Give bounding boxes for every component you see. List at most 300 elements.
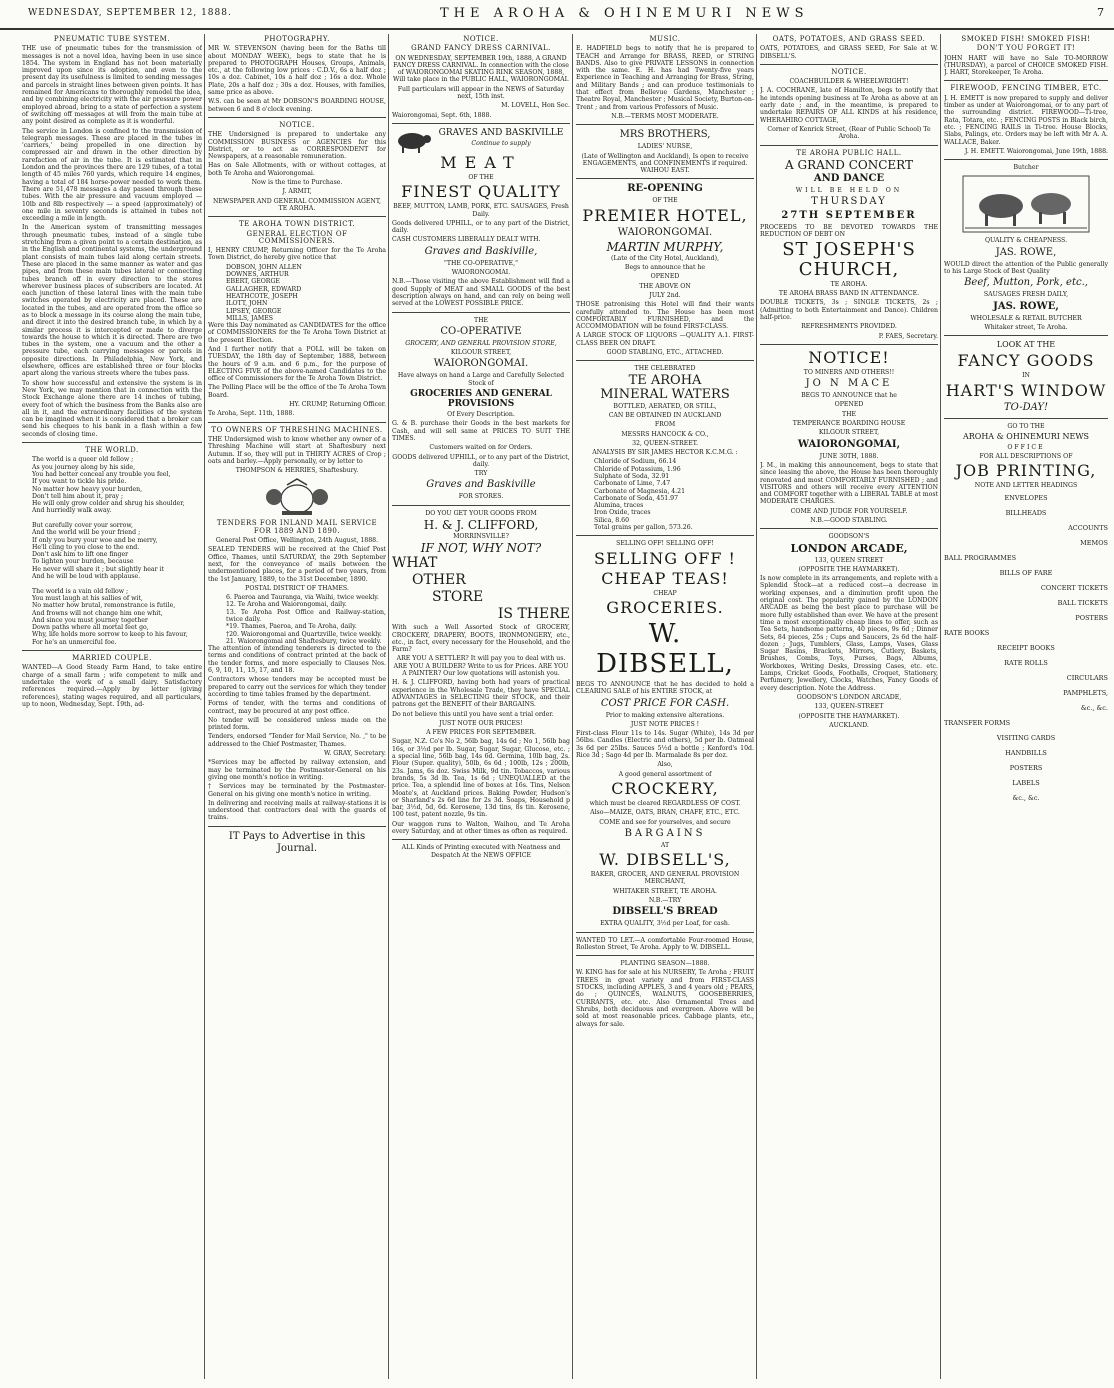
ad-text: OATS, POTATOES, and GRASS SEED, For Sale at W. DIBSELL'S.: [760, 45, 938, 60]
ad-text: J. H. EMETT is now prepared to supply and deliver timber as under at Waiorongomai, or to any part of the surrounding district. FIREWOOD—Ti-tree, Rata, Totara, etc. ; FENCING POSTS in Black birch, etc. ; FENCING RAILS in Ti-tree. House Blocks, Slabs, Palings, etc. Orders may be left with Mr A. A. WALLACE, Baker.: [944, 94, 1108, 146]
ad-text: THE CELEBRATED: [634, 365, 696, 373]
ad-text: A good general assortment of: [618, 770, 712, 778]
analysis-item: Silica, 8.60: [594, 516, 630, 524]
ad-title: JO N MACE: [805, 378, 893, 390]
ad-title: W. DIBSELL'S,: [599, 850, 731, 870]
divider: [944, 80, 1108, 81]
ad-text: THE Undersigned is prepared to undertake any COMMISSION BUSINESS or AGENCIES for this District, or to act as CORRESPONDENT for Newspapers, at a reasonable remuneration.: [208, 131, 386, 161]
ad-title: GROCERIES.: [606, 597, 724, 617]
ad-text: CHEAP: [653, 589, 677, 597]
ad-text: N.B.—GOOD STABLING.: [810, 516, 888, 524]
column-1: [22, 34, 202, 1379]
ad-text: N.B.—Those visiting the above Establishment will find a good Supply of MEAT and SMALL GOODS of the best description always on hand, and can rely on being well served at the LOWEST POSSIBLE PRICE.: [392, 278, 570, 308]
ad-text: BEEF, MUTTON, LAMB, PORK, ETC. SAUSAGES, Fresh Daily.: [393, 203, 569, 218]
ad-text: J. M., in making this announcement, begs to state that since leasing the above, the House has been thoroughly renovated and most COMFORTABLY FURNISHED ; and VISITORS and others will receive every ATTENTION and COMFORT together with a LIBERAL TABLE at most MODERATE CHARGES.: [760, 461, 938, 506]
ad-text: THE Undersigned wish to know whether any owner of a Threshing Machine will start at Shaftesbury next Autumn. If so, they will put in THIRTY ACRES of Crop ; oats and barley.—Apply personally, or by letter to: [208, 435, 386, 465]
ad-text: Is now complete in its arrangements, and replete with a Splendid Stock—at a reduced cost—a decrease in working expenses, and a diminution profit upon the original cost. The popularity gained by the LONDON ARCADE as being the best place to purchase will be more fully established than ever. We have at the present time a most exceptionally cheap lines to offer, such as Tea Sets, handsome patterns, 40 pieces, 9s 6d ; Dinner Sets, 84 pieces, 25s ; Cups and Saucers, 2s 6d the half-dozen ; Jugs, Tumblers, Glass, Lamps, Vases, Glass Sugar Basins, Brackets, Mirrors, Cutlery, Baskets, Brushes, Combs, Toys, Purses, Bags, Albums, Workboxes, Writing Desks, Dressing Cases, etc. etc. Lamps, Cricket Goods, Footballs, Croquet, Stationery, Perfumery, Jewellery, Clocks, Watches, Fancy Goods of every description. Note the Address.: [760, 575, 938, 692]
ad-text: WILL BE HELD ON: [795, 186, 903, 194]
ad-title: WHAT: [392, 555, 438, 572]
printing-item: BILLS OF FARE: [999, 568, 1053, 577]
column-6: [944, 34, 1108, 1379]
printing-item: BALL PROGRAMMES: [944, 553, 1017, 562]
ad-title: WAIORONGOMAI,: [797, 438, 901, 450]
printing-item: CIRCULARS: [1066, 673, 1108, 682]
ad-text: Have always on hand a Large and Carefully Selected Stock of: [397, 372, 565, 387]
analysis-item: Sulphate of Soda, 32.91: [594, 472, 670, 480]
masthead: [0, 0, 1114, 30]
ad-text: First-class Flour 11s to 14s. Sugar (White), 14s 3d per 56lbs. Candles (Electric and others), 5d per lb. Oatmeal 3s 6d per 25lbs. Sauces 5½d a bottle ; Kenford's 10d. Rice 3d ; Sago 4d per lb. Marmalade 8s per doz.: [576, 730, 754, 760]
article-paragraph: THE use of pneumatic tubes for the transmission of messages is not a novel idea, having been in use since 1854. The system in England has not been materially improved upon since its adoption, and even to the present day its usefulness is limited to sending messages and parcels in straight lines between given points. It has remained for Americans to thoroughly remodel the idea, and by combining electricity with the air pressure power employed abroad, bring to a state of perfection a system of switching off messages at will from the main tube at any point desired as complete as it is wonderful.: [22, 45, 202, 126]
analysis-item: Iron Oxide, traces: [594, 509, 651, 517]
ad-title: BARGAINS: [624, 827, 706, 839]
ad-text: FROM: [654, 421, 676, 429]
ad-text: GOODS delivered UPHILL, or to any part of the District, daily.: [392, 453, 570, 468]
notice-text: ON WEDNESDAY, SEPTEMBER 19th, 1888, A GRAND FANCY DRESS CARNIVAL. In connection with the close of WAIORONGOMAI SKATING RINK SEASON, 1888, Will take place in the PUBLIC HALL, WAIORONGOMAI.: [393, 54, 569, 84]
analysis-item: Alumina, traces: [594, 502, 644, 510]
ad-text: AT: [660, 841, 670, 849]
ad-text: MR W. STEVENSON (having been for the Baths till about MONDAY WEEK), begs to state that he is prepared to PHOTOGRAPH Houses, Groups, Animals, etc., at the following low prices : C.D.V., 6s a half doz ; 10s a doz. Cabinet, 10s a half doz ; 16s a doz. Whole Plate, 20s a half doz ; 30s a doz. Houses, with families, same price as above.: [208, 45, 386, 97]
ad-text: E. HADFIELD begs to notify that he is prepared to TEACH and Arrange for BRASS, REED, or STRING BANDS. Also to give PRIVATE LESSONS in connection with the same. E. H. has had Twenty-five years Experience in Teaching and Arranging for Brass, String, and Military Bands ; and can produce testimonials to that effect from Bellevue Gardens, Manchester ; Theatre Royal, Manchester ; Musical Society, Burton-on-Trent ; and from various Professors of Music.: [576, 45, 754, 111]
ad-text: BAKER, GROCER, AND GENERAL PROVISION MERCHANT,: [590, 871, 740, 886]
divider: [576, 360, 754, 361]
candidate-list: [208, 264, 386, 322]
printing-item: LABELS: [1012, 778, 1040, 787]
notice-text: *Services may be affected by railway extension, and may be terminated by the Postmaster-General on his giving one month's notice in writing.: [208, 759, 386, 781]
ad-text: A LARGE STOCK OF LIQUORS —QUALITY A.1. FIRST-CLASS BEER ON DRAFT.: [576, 332, 754, 347]
ad-title: CROCKERY,: [611, 778, 719, 798]
ad-title: A GRAND CONCERT: [785, 157, 913, 172]
poem-heading: THE WORLD.: [85, 446, 139, 455]
ad-text: KILGOUR STREET,: [818, 429, 880, 437]
printing-item: MEMOS: [1080, 538, 1108, 547]
printing-item: CONCERT TICKETS: [1040, 583, 1108, 592]
column-rule: [204, 34, 205, 1379]
ad-text: GOODSON'S: [828, 533, 870, 541]
ad-text: JUST NOTE OUR PRICES!: [439, 719, 523, 727]
ad-title: MARTIN MURPHY,: [606, 239, 724, 254]
ad-heading: MUSIC.: [649, 35, 681, 43]
signature: Waiorongomai, Sept. 6th, 1888.: [392, 111, 492, 119]
ad-title: PREMIER HOTEL,: [582, 205, 748, 225]
ad-text: WHITAKER STREET, TE AROHA.: [612, 887, 718, 895]
divider: [208, 216, 386, 217]
mail-route: 21. Waiorongomai and Shaftesbury, twice weekly.: [226, 637, 382, 645]
notice-text: General Post Office, Wellington, 24th August, 1888.: [215, 537, 379, 545]
signature: THOMPSON & HERRIES, Shaftesbury.: [235, 467, 359, 475]
notice-text: Were this Day nominated as CANDIDATES for the office of COMMISSIONERS for the Te Aroha Town District at the present Election.: [208, 322, 386, 344]
column-rule: [388, 34, 389, 1379]
ad-title: NOTICE!: [808, 347, 890, 367]
candidate-name: LIPSEY, GEORGE: [226, 307, 282, 315]
notice-text: Tenders, endorsed "Tender for Mail Service, No. ," to be addressed to the Chief Postmaster, Thames.: [208, 733, 386, 748]
printing-item: ACCOUNTS: [1068, 523, 1108, 532]
printing-item: ENVELOPES: [1004, 493, 1048, 502]
signature: P. FAES, Secretary.: [878, 332, 938, 340]
signature: Te Aroha, Sept. 11th, 1888.: [208, 410, 295, 418]
ad-heading: PHOTOGRAPHY.: [264, 35, 330, 43]
notice-text: POSTAL DISTRICT OF THAMES.: [245, 584, 349, 592]
mail-route: †20. Waiorongomai and Quartzville, twice weekly.: [226, 630, 382, 638]
poem-text: The world is a queer old fellow ; As you journey along by his side, You had better conceal any trouble you feel, If you want to tickle his pride. No matter how heavy your burden, Don't tell him about it, pray ; He will only grow colder and shrug his shoulder, And hurriedly walk away. But carefully cover your sorrow, And the world will be your friend ; If only you bury your woe and be merry, He'll cling to you close to the end. Don't ask him to lift one finger To lighten your burden, because He never will share it ; but slightly hear it And he will be loud with applause. The world is a vain old fellow ; You must laugh at his sallies of wit, No matter how brutal, remonstrance is futile, And frowns will not change him one whit, And since you must journey together Down paths where all mortal feet go, Why, life holds more sorrow to keep to his favour, For he's an unmerciful foe.: [32, 456, 188, 646]
ad-text: Butcher: [1013, 164, 1039, 172]
column-2: [208, 34, 386, 1379]
ad-text: Customers waited on for Orders.: [429, 444, 533, 452]
analysis-item: Chloride of Sodium, 66.14: [594, 458, 677, 466]
issue-date: WEDNESDAY, SEPTEMBER 12, 1888.: [28, 8, 232, 18]
divider: [392, 505, 570, 506]
notice-subheading: GENERAL ELECTION OF COMMISSIONERS.: [246, 229, 348, 245]
divider: [22, 442, 202, 443]
notice-text: Forms of tender, with the terms and conditions of contract, may be procured at any post office.: [208, 700, 386, 715]
column-5: [760, 34, 938, 1379]
printing-items: [944, 492, 1108, 805]
candidate-name: EBERT, GEORGE: [226, 278, 280, 286]
ad-text: PLANTING SEASON—1888.: [620, 960, 710, 968]
signature: HY. CRUMP, Returning Officer.: [289, 401, 386, 409]
ad-title: MEAT: [440, 152, 522, 172]
signature: J. H. EMETT. Waiorongomai, June 19th, 1888.: [964, 147, 1108, 155]
ad-text: 133, QUEEN-STREET: [814, 703, 884, 711]
ad-text: MESSRS HANCOCK & CO.,: [621, 430, 709, 438]
printing-item: POSTERS: [1075, 613, 1108, 622]
ad-text: AUCKLAND.: [829, 721, 869, 729]
candidate-name: ILOTT, JOHN: [226, 300, 268, 308]
notice-text: No tender will be considered unless made on the printed form.: [208, 716, 386, 732]
analysis-item: Carbonate of Soda, 451.97: [594, 494, 679, 502]
divider: [944, 418, 1108, 419]
ad-title: Graves and Baskiville: [426, 479, 536, 491]
ad-text: NOTE AND LETTER HEADINGS: [974, 482, 1078, 490]
printing-item: PAMPHLETS,: [1063, 688, 1108, 697]
ad-text: THE: [841, 410, 857, 418]
ad-title: MINERAL WATERS: [600, 386, 730, 402]
ad-title: JAS. ROWE,: [995, 246, 1057, 258]
divider: [22, 650, 202, 651]
notice-heading: NOTICE.: [463, 35, 499, 43]
printing-item: VISITING CARDS: [996, 733, 1056, 742]
ad-title: SELLING OFF !: [594, 548, 736, 568]
article-heading: PNEUMATIC TUBE SYSTEM.: [53, 35, 171, 43]
ad-text: CAN BE OBTAINED IN AUCKLAND: [608, 411, 722, 419]
ad-text: COME and see for yourselves, and secure: [599, 818, 731, 826]
notice-text: Contractors whose tenders may be accepted must be prepared to carry out the services for which they tender according to time tables framed by the department.: [208, 676, 386, 698]
printing-item: &c., &c.: [1012, 793, 1040, 802]
ad-title: COST PRICE FOR CASH.: [600, 697, 730, 709]
ad-text: THOSE patronising this Hotel will find their wants carefully attended to. The House has been most COMFORTABLY FURNISHED, and the ACCOMMODATION will be found FIRST-CLASS.: [576, 301, 754, 331]
notice-text: Full particulars will appear in the NEWS of Saturday next, 15th inst.: [397, 85, 565, 101]
divider: [576, 535, 754, 536]
printing-item: RATE ROLLS: [1004, 658, 1048, 667]
ad-text: which must be cleared REGARDLESS OF COST.: [589, 799, 741, 807]
ad-text: Prior to making extensive alterations.: [605, 711, 725, 719]
signature: J. ARMIT,: [282, 188, 312, 196]
ad-title: CHEAP TEAS!: [601, 568, 729, 588]
candidate-name: GALLAGHER, EDWARD: [226, 285, 302, 293]
ad-text: SELLING OFF! SELLING OFF!: [616, 540, 714, 548]
ad-title: FINEST QUALITY: [401, 182, 561, 202]
ad-text: H. & J. CLIFFORD, having both had years of practical experience in the Wholesale Trade, they have SPECIAL ADVANTAGES in SELECTING their STOCK, and their patrons get the BENEFIT of their BARGAINS.: [392, 679, 570, 709]
ad-heading: FIREWOOD, FENCING TIMBER, ETC.: [950, 84, 1102, 93]
ad-title: IF NOT, WHY NOT?: [420, 541, 542, 556]
ad-text: JUNE 30TH, 1888.: [819, 452, 879, 460]
ad-text: Our waggon runs to Walton, Waihou, and Te Aroha every Saturday, and at other times as often as required.: [392, 820, 570, 835]
ad-text: J. A. COCHRANE, late of Hamilton, begs to notify that he intends opening business at Te Aroha as above at an early date ; and, in the meantime, is prepared to undertake REPAIRS OF ALL KINDS at his residence, WHERAHIRO COTTAGE,: [760, 87, 938, 124]
ad-title: STORE: [432, 589, 484, 606]
divider: [760, 64, 938, 65]
ad-text: FOR ALL DESCRIPTIONS OF: [979, 453, 1073, 461]
ad-title: WAIORONGOMAI.: [433, 358, 529, 370]
divider: [576, 955, 754, 956]
ad-text: Also—MAIZE, OATS, BRAN, CHAFF, ETC., ETC.: [590, 809, 740, 817]
divider: [760, 344, 938, 345]
article-paragraph: To show how successful and extensive the system is in New York, we may mention that in connection with the Stock Exchange alone there are 14 inches of tubing, every foot of which the business from the Banks also are all in it, and the extraordinary facilities of the system can be imagined when it is considered that a broker can send his cheques to his bank in a flash within a few seconds of closing time.: [22, 379, 202, 438]
notice-text: The Polling Place will be the office of the Te Aroha Town Board.: [208, 384, 386, 399]
ad-text: (Late of the City Hotel, Auckland),: [611, 254, 719, 262]
ad-text: Corner of Kenrick Street, (Rear of Public School) Te Aroha.: [767, 125, 931, 141]
ad-text: THE: [473, 316, 489, 324]
ad-title: RE-OPENING: [627, 183, 703, 195]
ad-heading: SMOKED FISH! SMOKED FISH!: [961, 35, 1091, 43]
divider: [944, 159, 1108, 160]
ad-title: TO-DAY!: [1003, 401, 1049, 413]
ad-text: LADIES' NURSE,: [637, 143, 693, 151]
ad-text: IT Pays to Advertise in this Journal.: [228, 830, 366, 854]
ad-text: COME AND JUDGE FOR YOURSELF.: [790, 507, 908, 515]
ad-title: W. DIBSELL,: [596, 618, 734, 679]
ad-text: JULY 2nd.: [649, 291, 681, 299]
notice-heading: TE AROHA TOWN DISTRICT.: [238, 220, 355, 229]
ad-text: TRY: [474, 470, 488, 478]
printing-item: TRANSFER FORMS: [944, 718, 1011, 727]
ad-text: BEGS TO ANNOUNCE that he has decided to hold a CLEARING SALE of his ENTIRE STOCK, at: [576, 680, 754, 696]
mail-route: 12. Te Aroha and Waiorongomai, daily.: [226, 601, 347, 609]
notice-text: And I further notify that a POLL will be taken on TUESDAY, the 18th day of September, 1888, between the hours of 9 a.m. and 6 p.m., for the purpose of ELECTING FIVE of the above-named Candidates to the office of Commissioners for the Te Aroha Town District.: [208, 345, 386, 383]
ad-text: ALL Kinds of Printing executed with Neatness and Despatch At the NEWS OFFICE: [401, 844, 561, 859]
ad-heading: MARRIED COUPLE.: [72, 654, 152, 663]
ad-text: (OPPOSITE THE HAYMARKET).: [798, 712, 900, 720]
ad-title: CHURCH,: [798, 258, 900, 280]
notice-heading: NOTICE.: [831, 67, 867, 76]
ad-text: GOOD STABLING, ETC., ATTACHED.: [606, 349, 724, 357]
sheep-icon: [392, 128, 432, 154]
analysis-item: Carbonate of Magnesia, 4.21: [594, 487, 686, 495]
ad-heading: TO OWNERS OF THRESHING MACHINES.: [211, 425, 383, 434]
ad-subheading: DON'T YOU FORGET IT!: [976, 44, 1076, 53]
ad-title: AROHA & OHINEMURI NEWS: [962, 431, 1090, 441]
ad-title: THURSDAY: [811, 196, 887, 208]
candidate-name: MILLS, JAMES: [226, 314, 273, 322]
ad-text: TE AROHA BRASS BAND IN ATTENDANCE.: [778, 290, 920, 298]
advertiser-name: GRAVES AND BASKIVILLE: [438, 127, 564, 138]
ad-title: Graves and Baskiville,: [424, 245, 538, 257]
ad-title: GROCERIES AND GENERAL PROVISIONS: [410, 389, 552, 410]
ad-title: OTHER: [412, 572, 466, 589]
ad-title: JAS. ROWE,: [993, 300, 1059, 312]
mail-route: 13. Te Aroha Post Office and Railway-station, twice daily.: [226, 608, 386, 623]
page-number: 7: [1097, 6, 1104, 19]
article-paragraph: The service in London is confined to the transmission of telegraph messages. These are placed in the tubes in 'carriers,' being propelled in one direction by compressed air and drawn in the other direction by rarefaction of air in the tube. It is estimated that in London and the provinces there are 129 tubes, of a total length of 45 miles 760 yards, which require 14 engines, having a total of 184 horse-power needed to work them. There are 51,478 messages a day passed through these tubes. With the air pressure and vacuum employed — 10lb and 8lb respectively — a speed (approximately) of one mile in seventy seconds is attained in tubes not exceeding a mile in length.: [22, 127, 202, 223]
ad-title: ST JOSEPH'S: [782, 238, 916, 260]
printing-item: HANDBILLS: [1005, 748, 1047, 757]
ad-text: DOUBLE TICKETS, 3s ; SINGLE TICKETS, 2s ; (Admitting to both Entertainment and Dance). Children half-price.: [760, 299, 938, 321]
ad-text: W. KING has for sale at his NURSERY, Te Aroha ; FRUIT TREES in great variety and from FIRST-CLASS STOCKS, including APPLES, 3 and 4 years old ; PEARS, do ; QUINCES, WALNUTS, GOOSEBERRIES, CURRANTS, etc. etc. Also Ornamental Trees and Shrubs, both deciduous and evergreen. Above will be sold at most reasonable prices. Cabbage plants, etc., always for sale.: [576, 969, 754, 1028]
ad-text: Do not believe this until you have sent a trial order.: [392, 710, 554, 718]
ad-title: DIBSELL'S BREAD: [612, 906, 718, 918]
printing-item: BILLHEADS: [1005, 508, 1047, 517]
ad-text: WOULD direct the attention of the Public generally to his Large Stock of Best Quality: [944, 260, 1108, 276]
column-4: [576, 34, 754, 1379]
ad-text: EXTRA QUALITY, 3½d per Loaf, for cash.: [600, 920, 730, 928]
ad-text: ANALYSIS BY SIR JAMES HECTOR K.C.M.G. :: [592, 449, 738, 457]
signature: M. LOVELL, Hon Sec.: [501, 102, 570, 110]
ad-text: BEGS TO ANNOUNCE that he: [801, 392, 897, 400]
notice-subheading: GRAND FANCY DRESS CARNIVAL.: [411, 44, 551, 53]
ad-text: BOTTLED, AERATED, OR STILL,: [613, 402, 717, 410]
ad-text: "THE CO-OPERATIVE,": [444, 259, 518, 267]
ad-text: Continue to supply: [471, 139, 531, 147]
ad-title: AND DANCE: [813, 172, 885, 184]
signature: NEWSPAPER AND GENERAL COMMISSION AGENT, TE AROHA.: [212, 197, 381, 212]
ad-text: WAIORONGOMAI.: [451, 269, 511, 277]
ad-text: (OPPOSITE THE HAYMARKET).: [798, 565, 900, 573]
ad-text: SAUSAGES FRESH DAILY,: [983, 291, 1069, 299]
mail-route: *19. Thames, Paeroa, and Te Aroha, daily.: [226, 623, 357, 631]
divider: [208, 826, 386, 827]
ad-text: Has on Sale Allotments, with or without cottages, at both Te Aroha and Waiorongomai.: [208, 162, 386, 177]
ad-text: JOHN HART will have no Sale TO-MORROW (THURSDAY), a parcel of CHOICE SMOKED FISH. J. HART, Storekeeper, Te Aroha.: [944, 54, 1108, 77]
ad-title: HART'S WINDOW: [945, 380, 1107, 400]
ad-text: JUST NOTE PRICES !: [630, 720, 700, 728]
ad-text: 32, QUEEN-STREET.: [632, 439, 698, 447]
ad-text: N.B.—TERMS MOST MODERATE.: [611, 112, 719, 120]
ad-text: GROCERY, AND GENERAL PROVISION STORE,: [405, 339, 557, 347]
divider: [208, 422, 386, 423]
ad-title: H. & J. CLIFFORD,: [423, 517, 539, 532]
ad-title: WAIORONGOMAI.: [617, 226, 713, 238]
ad-text: Sugar, N.Z. Co's No 2, 56lb bag, 14s 6d ; No 1, 56lb bag 16s, or 3½d per lb. Sugar, Sugar, Sugar, Glucose, etc. ; a special line, 56lb bag, 14s 6d. Germina, 10lb bag, 2s. Flour (Super. quality), 50lb, 6s 6d ; 100lb, 12s ; 200lb, 23s. Jams, 6s doz. Swiss Milk, 9d tin. Tobaccos, various brands, 5s 3d lb. Tea, 1s 6d ; UNEQUALLED at the price. Tea, a splendid line of boxes at 16s. Tins, Nelson Moate's, at Auckland prices. Baking Powder, Hudson's or Sharland's 2s 6d line for 2s 3d. Soaps, Household p bar, 3½d, 5d, 6d. Kerosene, 13d tins, 8s tin. Kerosene, 100 test, patent nozzle, 9s tin.: [392, 738, 570, 819]
divider: [576, 124, 754, 125]
ad-text: WANTED—A Good Steady Farm Hand, to take entire charge of a small farm ; wife competent to milk and undertake the work of a small dairy. Satisfactory references required.—Apply by letter (giving references), stating wages required, and all particulars, up to noon, Wednesday, Sept. 19th, ad-: [22, 664, 202, 708]
printing-item: RECEIPT BOOKS: [997, 643, 1055, 652]
column-rule: [756, 34, 757, 1379]
ad-text: Also,: [657, 761, 673, 769]
printing-item: POSTERS: [1009, 763, 1043, 772]
ad-text: ARE YOU A SETTLER? It will pay you to deal with us. ARE YOU A BUILDER? Write to us for Prices. ARE YOU A PAINTER? Our low quotations will astonish you.: [393, 655, 569, 678]
printing-item: RATE BOOKS: [944, 628, 990, 637]
ad-text: TEMPERANCE BOARDING HOUSE: [792, 420, 906, 428]
ad-text: WANTED TO LET.—A comfortable Four-roomed House, Rolleston Street, Te Aroha. Apply to W. DIBSELL.: [576, 936, 754, 951]
analysis-item: Total grains per gallon, 573.26.: [594, 524, 693, 532]
ad-text: OFFICE: [1007, 443, 1045, 451]
ad-title: 27TH SEPTEMBER: [781, 210, 917, 222]
article-paragraph: In the American system of transmitting messages through pneumatic tubes, instead of a single tube stretching from a given point to a certain destination, as in the English and continental systems, the underground plant consists of main tubes laid along certain streets. These are placed in the same manner as water and gas pipes, and from these main tubes lateral or connecting tubes branch off in every direction to the stores wherever business places of subscribers are located. At each junction of these lateral lines with the main tube switches operated by electricity are placed. These are located in the tubes, and are operated from the office so as to block a message in its course along the main tube, and direct it into the desired branch tube, in which by a similar process it is intercepted or made to diverge towards the house to which it is directed. There are two tubes in the system, one a vacuum and the other a pressure tube, each carrying messages or parcels in opposite directions. In Philadelphia, New York, and elsewhere, offices are established three or four blocks apart along the various streets where the tubes pass.: [22, 224, 202, 378]
divider: [760, 145, 938, 146]
ad-heading: NOTICE.: [279, 120, 315, 129]
cattle-illustration-icon: [961, 174, 1091, 234]
newspaper-title: THE AROHA & OHINEMURI NEWS: [440, 6, 809, 21]
ad-text: CASH CUSTOMERS LIBERALLY DEALT WITH.: [392, 236, 541, 244]
analysis-item: Carbonate of Lime, 7.47: [594, 480, 671, 488]
ad-title: TE AROHA: [628, 372, 702, 388]
ad-text: LOOK AT THE: [996, 340, 1056, 350]
ad-text: Goods delivered UPHILL, or to any part of the District, daily.: [392, 219, 570, 235]
ad-text: FOR STORES.: [458, 493, 504, 501]
mail-route-list: [208, 594, 386, 645]
notice-text: I, HENRY CRUMP, Returning Officer for the Te Aroha Town District, do hereby give notice that: [208, 247, 386, 262]
ad-title: IS THERE: [497, 606, 570, 623]
divider: [392, 312, 570, 313]
divider: [392, 839, 570, 840]
ad-text: IN: [1022, 372, 1030, 380]
ad-text: 133, QUEEN STREET: [814, 556, 884, 564]
ad-text: COACHBUILDER & WHEELWRIGHT!: [789, 78, 909, 86]
analysis-item: Chloride of Potassium, 1.96: [594, 465, 681, 473]
ad-text: Whitaker street, Te Aroha.: [984, 323, 1068, 331]
ad-heading: OATS, POTATOES, AND GRASS SEED.: [772, 35, 926, 43]
ad-text: OPENED: [650, 273, 680, 281]
notice-text: The attention of intending tenderers is directed to the terms and conditions of contract printed at the back of the tender forms, and more especially to Clauses Nos. 6, 9, 10, 11, 15, 17, and 18.: [208, 645, 386, 675]
ad-text: WHOLESALE & RETAIL BUTCHER: [970, 314, 1082, 322]
ad-text: G. & B. purchase their Goods in the best markets for Cash, and will sell same at PRICES TO SUIT THE TIMES.: [392, 420, 570, 442]
candidate-name: DOWNES, ARTHUR: [226, 271, 289, 279]
ad-text: TE AROHA.: [830, 280, 868, 288]
column-rule: [572, 34, 573, 1379]
notice-text: In delivering and receiving mails at railway-stations it is understood that contractors deal with the guards of trains.: [208, 799, 386, 822]
ad-title: FANCY GOODS: [957, 351, 1095, 371]
ad-heading: TE AROHA PUBLIC HALL.: [796, 148, 902, 157]
notice-text: SEALED TENDERS will be received at the Chief Post Office, Thames, until SATURDAY, the 29th September next, for the conveyance of mails between the undermentioned places, for a period of two years, from the 1st January, 1889, to the 31st December, 1890.: [208, 546, 386, 583]
column-3: [392, 34, 570, 1379]
ad-text: REFRESHMENTS PROVIDED.: [801, 323, 897, 331]
analysis-list: [576, 458, 754, 531]
divider: [392, 123, 570, 124]
divider: [944, 335, 1108, 336]
ad-text: TO MINERS AND OTHERS!!: [803, 368, 895, 376]
column-rule: [940, 34, 941, 1379]
ad-text: QUALITY & CHEAPNESS.: [984, 237, 1068, 245]
ad-text: A FEW PRICES FOR SEPTEMBER.: [426, 729, 536, 737]
ad-text: N.B.—TRY: [648, 897, 682, 904]
divider: [208, 117, 386, 118]
ad-text: PROCEEDS TO BE DEVOTED TOWARDS THE REDUCTION OF DEBT ON: [760, 224, 938, 239]
ad-text: W.S. can be seen at Mr DOBSON'S BOARDING HOUSE, between 6 and 8 o'clock evening.: [208, 98, 386, 113]
ad-text: KILGOUR STREET,: [450, 349, 512, 357]
coat-of-arms-icon: [252, 477, 342, 517]
ad-text: GO TO THE: [1007, 422, 1045, 430]
ad-text: Of Every Description.: [447, 411, 515, 419]
ad-text: THE ABOVE ON: [639, 282, 691, 290]
candidate-name: DOBSON, JOHN ALLEN: [226, 263, 302, 271]
candidate-name: HEATHCOTE, JOSEPH: [226, 292, 298, 300]
ad-text: Now is the time to Purchase.: [251, 179, 343, 187]
ad-title: LONDON ARCADE,: [790, 541, 908, 555]
mail-route: 6. Paeroa and Tauranga, via Waihi, twice weekly.: [226, 594, 379, 602]
ad-text: DO YOU GET YOUR GOODS FROM: [425, 509, 537, 517]
ad-text: OPENED: [834, 401, 864, 409]
printing-item: &c., &c.: [1080, 703, 1108, 712]
divider: [760, 528, 938, 529]
ad-text: OF THE: [652, 197, 678, 205]
printing-item: BALL TICKETS: [1057, 598, 1108, 607]
signature: W. GRAY, Secretary.: [323, 750, 386, 758]
ad-text: (Late of Wellington and Auckland), Is open to receive ENGAGEMENTS, and CONFINEMENTS if required. WAIHOU EAST.: [581, 152, 749, 175]
ad-title: MRS BROTHERS,: [619, 129, 711, 141]
notice-text: † Services may be terminated by the Postmaster-General on his giving one month's notice in writing.: [208, 783, 386, 798]
divider: [576, 932, 754, 933]
ad-title: CO-OPERATIVE: [440, 325, 522, 337]
ad-text: OF THE: [468, 173, 494, 181]
ad-title: JOB PRINTING,: [955, 461, 1097, 481]
